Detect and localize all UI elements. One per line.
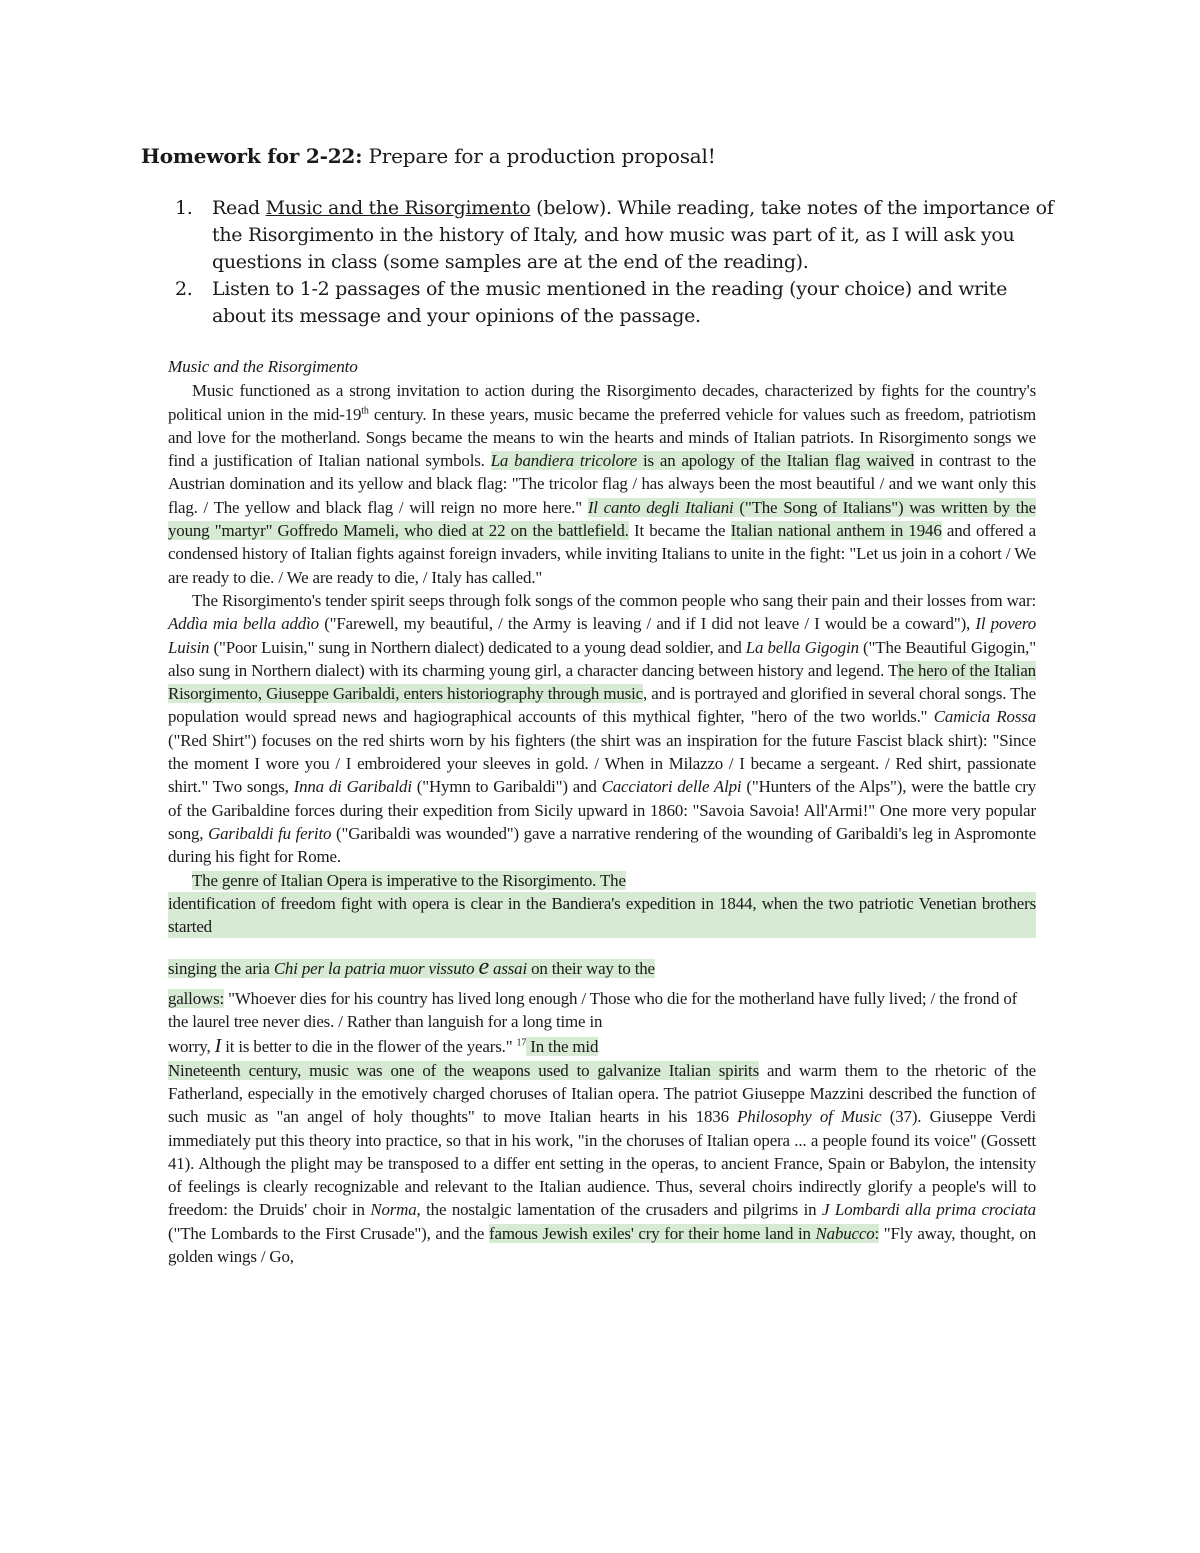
song-title: La bella Gigogin bbox=[745, 637, 859, 657]
song-title: Addìa mia bella addìo bbox=[168, 614, 319, 634]
task-text: Read bbox=[212, 197, 266, 219]
task-list bbox=[175, 195, 1055, 330]
opera-title: J Lombardi alla prima crociata bbox=[821, 1200, 1036, 1220]
text-run: ("Hymn to Garibaldi") and bbox=[411, 777, 602, 797]
text-run: , and is portrayed and glorified in several choral songs. The population would spread news and hagiographical accounts of this mythical fighter, "hero of the two worlds." bbox=[168, 684, 1036, 727]
text-run: The Risorgimento's tender spirit seeps through folk songs of the common people who sang their pain and their losses from war: bbox=[192, 590, 1036, 610]
reading-body bbox=[168, 355, 1036, 1268]
text-run: ("Poor Luisin," sung in Northern dialect) dedicated to a young dead soldier, and bbox=[209, 637, 746, 657]
paragraph-6 bbox=[168, 1035, 1036, 1058]
footnote-marker: 17 bbox=[516, 1037, 527, 1049]
highlighted-text: Nineteenth century, music was one of the weapons used to galvanize Italian spirits bbox=[168, 1060, 759, 1080]
text-run: in contrast to the Austrian domination and its yellow and black flag: "The tricolor flag / has always been the most beautiful / and we want only this flag. / The yellow and black flag / will reign no more here." bbox=[168, 451, 1036, 517]
paragraph-3 bbox=[168, 869, 1036, 892]
text-run: ("The Beautiful Gigogin," also sung in Northern dialect) with its charming young girl, a character dancing between history and legend. T bbox=[168, 637, 1036, 680]
paragraph-5 bbox=[168, 987, 1036, 1034]
heading-label: Homework for 2-22: bbox=[141, 144, 363, 168]
highlighted-text: he hero of the Italian Risorgimento, Giuseppe Garibaldi, enters historiography through music bbox=[168, 660, 1036, 704]
homework-heading bbox=[141, 144, 716, 168]
highlighted-text bbox=[491, 451, 914, 470]
task-text: (below). While reading, take notes of the importance of the Risorgimento in the history of Italy, and how music was part of it, as I will ask you questions in class (some samples are at the end of the reading). bbox=[212, 197, 1054, 273]
text-run: the nostalgic lamentation of the crusaders and pilgrims in bbox=[420, 1200, 822, 1220]
highlighted-text: In the mid bbox=[526, 1037, 599, 1057]
text-run: and offered a condensed history of Italian fights against foreign invaders, while inviting Italians to unite in the fight: "Let us join in a cohort / We are ready to die. / We are ready to die, / Italy has called." bbox=[168, 521, 1036, 587]
text-run: ("Hunters of the Alps"), were the battle cry of the Garibaldine forces during their expedition from Sicily upward in 1860: "Savoia Savoia! All'Armi!" One more very popular song, bbox=[168, 777, 1036, 843]
paragraph-7 bbox=[168, 1059, 1036, 1269]
song-title: Inna di Garibaldi bbox=[293, 777, 412, 797]
heading-text: Prepare for a production proposal! bbox=[368, 144, 716, 168]
text-run: is an apology of the Italian flag waived bbox=[637, 451, 915, 471]
superscript: th bbox=[361, 404, 369, 416]
text-run: ("Garibaldi was wounded") gave a narrative rendering of the wounding of Garibaldi's leg in Aspromonte during his fight for Rome. bbox=[168, 823, 1036, 867]
task-number: 2. bbox=[175, 278, 193, 300]
text-run: singing the aria bbox=[168, 959, 274, 979]
highlighted-text bbox=[489, 1224, 879, 1243]
highlighted-text: The genre of Italian Opera is imperative to the Risorgimento. The bbox=[192, 870, 626, 890]
text-run: it is better to die in the flower of the years." bbox=[221, 1037, 517, 1057]
aria-title: e bbox=[478, 954, 489, 981]
song-title: Il povero Luisin bbox=[168, 614, 1036, 657]
task-text: Listen to 1-2 passages of the music mentioned in the reading (your choice) and write about its message and your opinions of the passage. bbox=[212, 278, 1008, 327]
song-title: La bandiera tricolore bbox=[490, 451, 638, 471]
task-item-1 bbox=[175, 195, 1055, 276]
highlighted-text: Italian national anthem in 1946 bbox=[730, 521, 942, 541]
highlighted-text bbox=[168, 954, 655, 981]
highlighted-text: gallows: bbox=[168, 988, 225, 1008]
text-run: "Fly away, thought, on golden wings / Go, bbox=[168, 1223, 1036, 1266]
text-run: Music functioned as a strong invitation to action during the Risorgimento decades, characterized by fights for the country's political union in the mid-19 bbox=[168, 381, 1036, 424]
task-number: 1. bbox=[175, 197, 193, 219]
text-run: on their way to the bbox=[527, 959, 655, 979]
paragraph-3-continued: identification of freedom fight with opera is clear in the Bandiera's expedition in 1844, when the two patriotic Venetian brothers started bbox=[168, 892, 1036, 939]
song-title: Camicia Rossa bbox=[933, 707, 1036, 727]
text-run: famous Jewish exiles' cry for their home land in bbox=[489, 1223, 816, 1243]
text-run: century. In these years, music became the preferred vehicle for values such as freedom, patriotism and love for the motherland. Songs became the means to win the hearts and minds of Italian patriots. In Risorgimento songs we find a justification of Italian national symbols. bbox=[168, 404, 1036, 471]
text-run: : bbox=[874, 1223, 880, 1243]
text-run: and warm them to the rhetoric of the Fatherland, especially in the emotively charged choruses of Italian opera. The patriot Giuseppe Mazzini described the function of such music as "an angel of holy thoughts" to move Italian hearts in his 1836 bbox=[168, 1060, 1036, 1127]
text-run: ("The Lombards to the First Crusade"), and the bbox=[168, 1223, 489, 1243]
reading-title-underlined: Music and the Risorgimento bbox=[265, 197, 531, 219]
paragraph-4 bbox=[168, 956, 1036, 980]
task-item-2 bbox=[175, 276, 1055, 330]
reading-title: Music and the Risorgimento bbox=[168, 357, 358, 376]
opera-title: Norma, bbox=[370, 1200, 421, 1220]
paragraph-2 bbox=[168, 589, 1036, 869]
song-title: Garibaldi fu ferito bbox=[208, 823, 332, 843]
song-title: Cacciatori delle Alpi bbox=[601, 777, 742, 797]
text-run: worry, bbox=[168, 1037, 215, 1057]
book-title: Philosophy of Music bbox=[737, 1107, 882, 1127]
text-run: (37). Giuseppe Verdi immediately put this theory into practice, so that in his work, "in the choruses of Italian opera ... a people found its voice" (Gossett 41). Although the plight may be transposed to a differ ent setting in the operas, to ancient France, Spain or Babylon, the intensity of feelings is clearly recognizable and relevant to the Italian audience. Thus, several choirs indirectly glorify a people's will to freedom: the Druids' choir in bbox=[168, 1107, 1036, 1220]
text-run: ("The Song of Italians") was written by the young "martyr" Goffredo Mameli, who died at 22 on the battlefield. bbox=[168, 497, 1036, 541]
opera-title: Nabucco bbox=[815, 1223, 875, 1243]
aria-title: Chi per la patria muor vissuto bbox=[273, 959, 479, 979]
text-run: It became the bbox=[628, 521, 731, 541]
aria-title: assai bbox=[488, 959, 528, 979]
text-run: ("Red Shirt") focuses on the red shirts worn by his fighters (the shirt was an inspiration for the future Fascist black shirt): "Since the moment I wore you / I embroidered your sleeves in gold. / When in Milazzo / I became a sergeant. / Red shirt, passionate shirt." Two songs, bbox=[168, 730, 1036, 797]
song-title: Il canto degli Italiani bbox=[587, 497, 734, 517]
text-run: "Whoever dies for his country has lived long enough / Those who die for the motherland have fully lived; / the frond of the laurel tree never dies. / Rather than languish for a long time in bbox=[168, 988, 1018, 1032]
paragraph-1 bbox=[168, 379, 1036, 589]
text-run: I bbox=[214, 1035, 222, 1058]
text-run: ("Farewell, my beautiful, / the Army is leaving / and if I did not leave / I would be a coward"), bbox=[318, 614, 976, 634]
